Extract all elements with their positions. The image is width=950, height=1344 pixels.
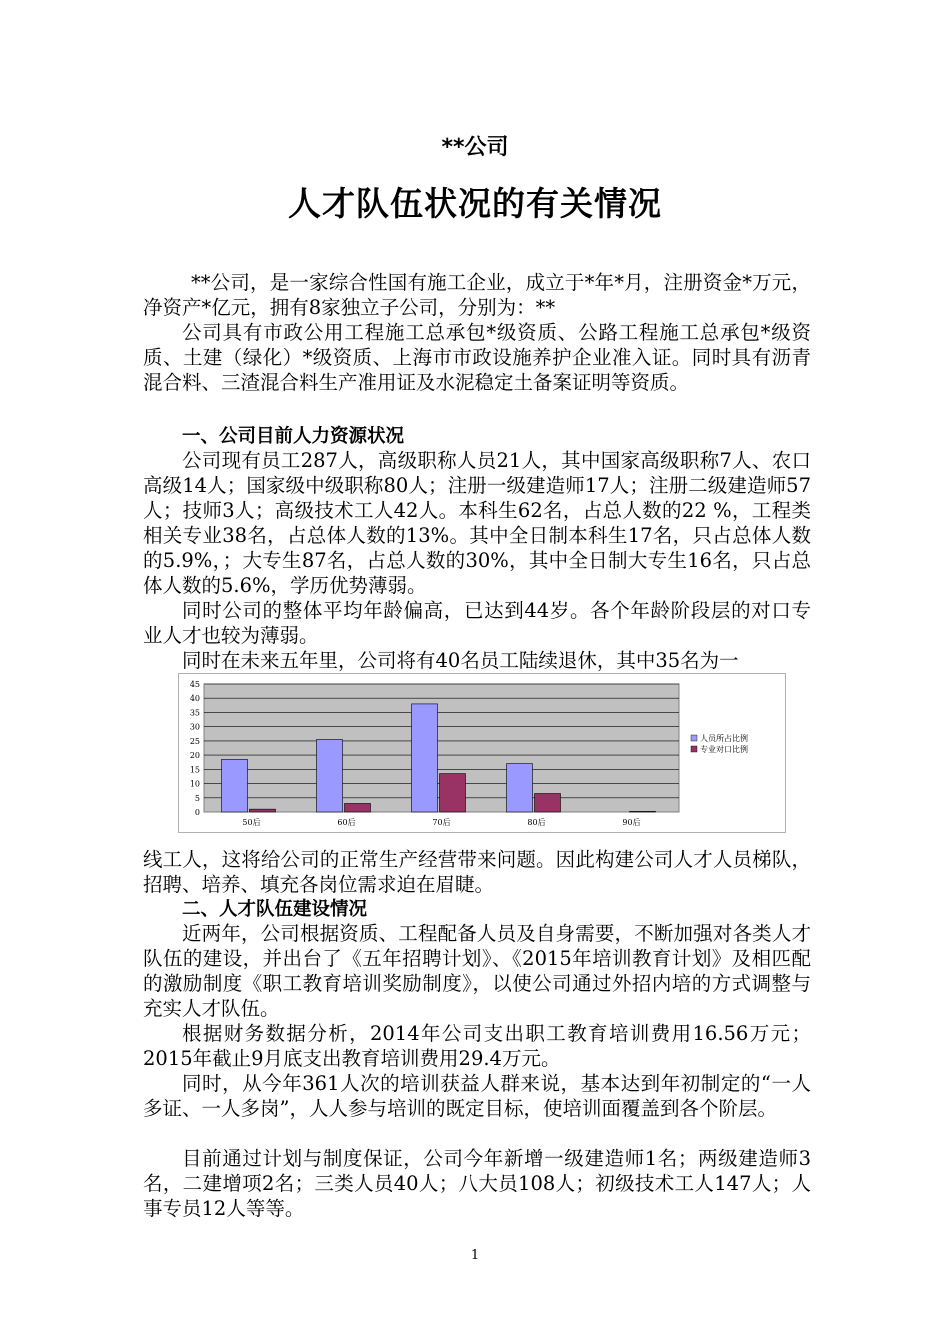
y-tick-label: 15 <box>189 765 200 775</box>
bar-80后-人员所占比例 <box>507 764 533 812</box>
x-tick-label: 80后 <box>527 818 546 827</box>
section-heading-2: 二、人才队伍建设情况 <box>182 899 368 920</box>
retirement-paragraph-end: 线工人，这将给公司的正常生产经营带来问题。因此构建公司人才人员梯队，招聘、培养、填充各岗位需求迫在眉睫。 <box>143 848 811 896</box>
x-tick-label: 90后 <box>622 818 641 827</box>
age-paragraph: 同时公司的整体平均年龄偏高，已达到44岁。各个年龄阶段层的对口专业人才也较为薄弱。 <box>143 599 811 647</box>
age-distribution-chart <box>178 673 786 833</box>
y-tick-label: 35 <box>189 708 200 718</box>
document-title: 人才队伍状况的有关情况 <box>288 184 662 223</box>
y-tick-label: 0 <box>194 808 200 817</box>
bar-70后-专业对口比例 <box>440 774 466 812</box>
legend-swatch <box>691 746 697 752</box>
chart-svg <box>179 674 785 832</box>
page-number: 1 <box>470 1248 480 1263</box>
y-tick-label: 40 <box>189 694 200 704</box>
bar-60后-人员所占比例 <box>317 739 343 812</box>
y-tick-label: 25 <box>189 736 200 746</box>
retirement-paragraph-start: 同时在未来五年里，公司将有40名员工陆续退休，其中35名为一 <box>182 649 739 672</box>
intro-paragraph: **公司，是一家综合性国有施工企业，成立于*年*月，注册资金*万元，净资产*亿元，拥有8家独立子公司，分别为：** <box>143 271 811 319</box>
y-tick-label: 20 <box>189 751 200 761</box>
x-tick-label: 70后 <box>432 818 451 827</box>
bar-90后-专业对口比例 <box>630 811 656 812</box>
x-tick-label: 60后 <box>337 818 356 827</box>
y-tick-label: 30 <box>189 722 200 732</box>
qualification-paragraph: 公司具有市政公用工程施工总承包*级资质、公路工程施工总承包*级资质、土建（绿化）*级资质、上海市市政设施养护企业准入证。同时具有沥青混合料、三渣混合料生产准用证及水泥稳定土备案证明等资质。 <box>143 321 811 394</box>
legend-label: 专业对口比例 <box>700 745 748 754</box>
bar-50后-专业对口比例 <box>250 809 276 812</box>
y-tick-label: 10 <box>189 779 200 789</box>
legend-label: 人员所占比例 <box>700 734 748 743</box>
hr-status-paragraph: 公司现有员工287人，高级职称人员21人，其中国家高级职称7人、农口高级14人；国家级中级职称80人；注册一级建造师17人；注册二级建造师57人；技师3人；高级技术工人42人。本科生62名，占总人数的22 %，工程类相关专业38名，占总体人数的13%。其中全日制本科生17名，只占总体人数的5.9%，；大专生87名，占总人数的30%，其中全日制大专生16名，只占总体人数的5.6%，学历优势薄弱。 <box>143 449 811 597</box>
bar-80后-专业对口比例 <box>535 794 561 812</box>
legend-swatch <box>691 735 697 741</box>
y-tick-label: 5 <box>194 793 200 803</box>
certification-paragraph: 目前通过计划与制度保证，公司今年新增一级建造师1名；两级建造师3名，二建增项2名；三类人员40人；八大员108人；初级技术工人147人；人事专员12人等等。 <box>143 1147 811 1220</box>
team-building-paragraph: 近两年，公司根据资质、工程配备人员及自身需要，不断加强对各类人才队伍的建设，并出台了《五年招聘计划》、《2015年培训教育计划》及相匹配的激励制度《职工教育培训奖励制度》，以使公司通过外招内培的方式调整与充实人才队伍。 <box>143 922 811 1020</box>
y-tick-label: 45 <box>189 680 200 689</box>
bar-60后-专业对口比例 <box>345 803 371 812</box>
company-title: **公司 <box>441 135 509 160</box>
bar-70后-人员所占比例 <box>412 704 438 812</box>
section-heading-1: 一、公司目前人力资源状况 <box>182 426 405 447</box>
x-tick-label: 50后 <box>242 818 261 827</box>
training-cost-paragraph: 根据财务数据分析，2014年公司支出职工教育培训费用16.56万元；2015年截止9月底支出教育培训费用29.4万元。 <box>143 1022 811 1070</box>
training-coverage-paragraph: 同时，从今年361人次的培训获益人群来说，基本达到年初制定的“一人多证、一人多岗”，人人参与培训的既定目标，使培训面覆盖到各个阶层。 <box>143 1072 811 1120</box>
bar-50后-人员所占比例 <box>222 759 248 812</box>
